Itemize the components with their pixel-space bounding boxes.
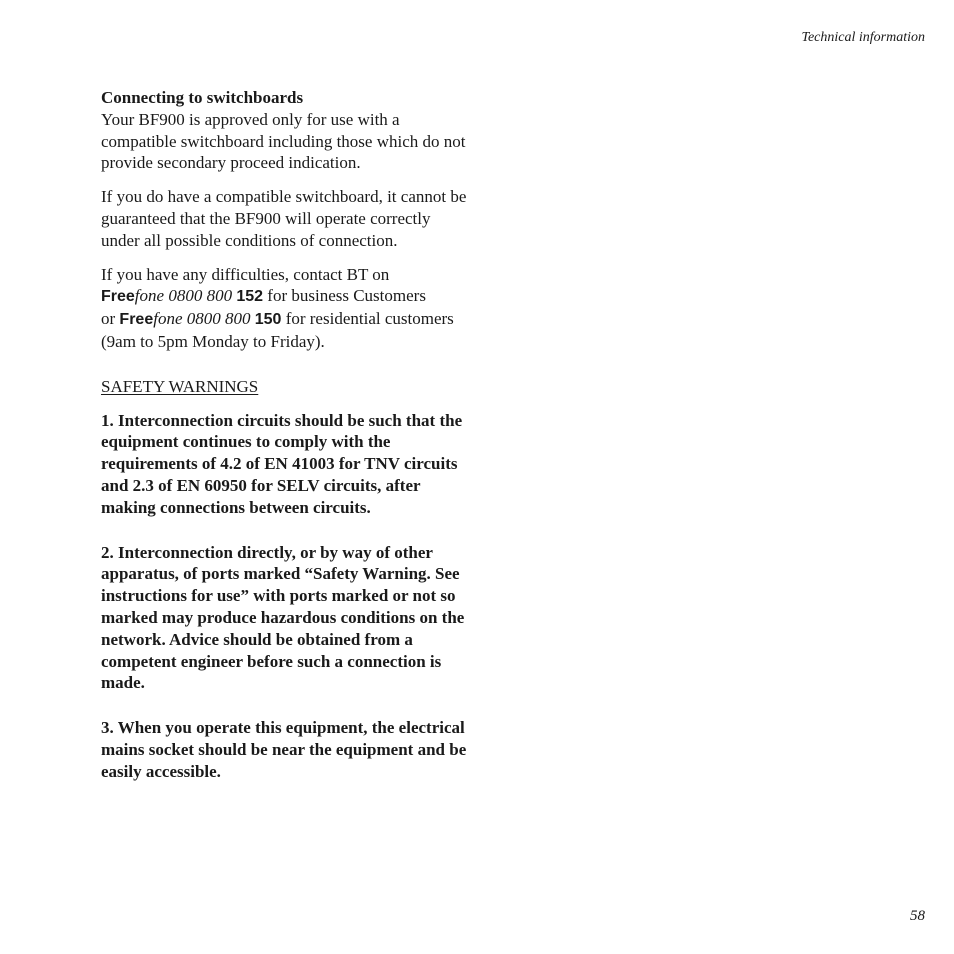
residential-label: for residential customers (9am to 5pm Monday to Friday). <box>101 309 454 351</box>
freefone-brand-fone: fone <box>134 286 165 306</box>
freefone-brand-fone-2: fone <box>153 309 183 329</box>
main-column <box>101 87 473 783</box>
business-number-suffix: 152 <box>236 288 264 306</box>
safety-warning-3: 3. When you operate this equipment, the electrical mains socket should be near the equipment and be easily accessible. <box>101 718 467 781</box>
switchboards-section <box>101 87 473 353</box>
residential-number-prefix: 0800 800 <box>186 309 251 329</box>
safety-title: SAFETY WARNINGS <box>101 376 259 396</box>
residential-number-suffix: 150 <box>254 311 282 329</box>
section-heading: Connecting to switchboards <box>101 88 304 107</box>
guarantee-paragraph: If you do have a compatible switchboard, it cannot be guaranteed that the BF900 will operate correctly under all possible conditions of connection. <box>101 187 467 250</box>
safety-warning-1: 1. Interconnection circuits should be such that the equipment continues to comply with the requirements of 4.2 of EN 41003 for TNV circuits and 2.3 of EN 60950 for SELV circuits, after making connections between circuits. <box>101 410 463 517</box>
contact-intro: If you have any difficulties, contact BT on <box>101 264 390 284</box>
safety-warning-2: 2. Interconnection directly, or by way of other apparatus, of ports marked “Safety Warning. See instructions for use” with ports marked or not so marked may produce hazardous conditions on the network. Advice should be obtained from a competent engineer before such a connection is made. <box>101 542 465 693</box>
contact-paragraph <box>101 264 473 353</box>
safety-section <box>101 376 473 783</box>
approval-paragraph: Your BF900 is approved only for use with a compatible switchboard including those which do not provide secondary proceed indication. <box>101 109 466 173</box>
freefone-brand-free-2: Free <box>119 311 154 329</box>
freefone-brand-free: Free <box>101 288 135 306</box>
page-number: 58 <box>910 908 925 924</box>
running-header: Technical information <box>801 30 925 45</box>
or-text: or <box>101 309 116 329</box>
business-number-prefix: 0800 800 <box>168 286 233 306</box>
business-label: for business Customers <box>267 286 426 306</box>
